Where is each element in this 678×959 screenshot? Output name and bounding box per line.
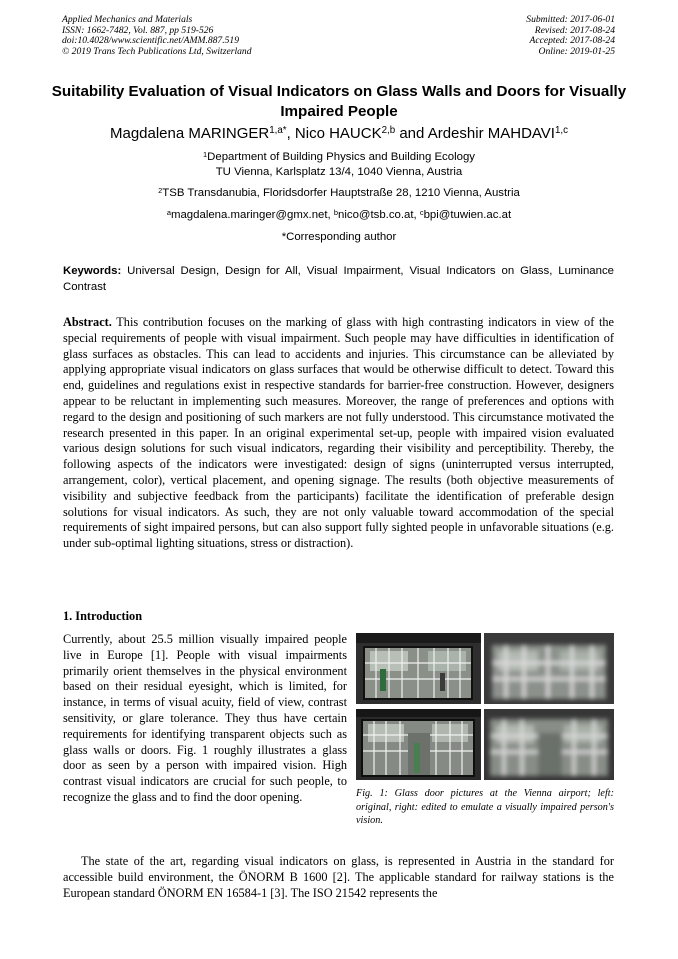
body-paragraph: The state of the art, regarding visual indicators on glass, is represented in Austria in the standard for accessible build environment, the ÖNORM B 1600 [2]. The applicable standard for railway stations is the European standard ÖNORM EN 16584-1 [3]. The ISO 21542 represents the bbox=[63, 854, 614, 900]
corresponding-author-note: *Corresponding author bbox=[281, 231, 397, 243]
blurred-glass-door-photo bbox=[484, 709, 614, 780]
author-emails bbox=[20, 208, 658, 223]
original-glass-door-photo-bottom bbox=[356, 709, 481, 780]
journal-info-line: doi:10.4028/www.scientific.net/AMM.887.519 bbox=[62, 35, 240, 47]
figure-1 bbox=[356, 633, 614, 780]
abstract-text: This contribution focuses on the marking of glass with high contrasting indicators in view of the special requirements of people with visual impairment. Such people may have difficulties in identification of glass surfaces as obstacles. This can lead to accidents and injuries. This circumstance can be alleviated by applying appropriate visual indicators on glass surfaces that would be otherwise difficult to detect. Toward this end, guidelines and regulations exist in respective standards for barrier-free construction. However, designers appear to be reluctant in implementing such measures. Moreover, the range of preferences and options with regard to the design and positioning of such markers are not fully understood. This circumstance motivated the research presented in this paper. In an original experimental set-up, people with impaired vision evaluated various design solutions for such visual indicators, regarding their visibility and perceptibility. Thereby, the following aspects of the indicators were investigated: design of signs (uninterrupted versus interrupted, arrangement, color), vertical placement, and opening signage. The results (both objective measurements of visibility and subjective feedback from the participants) facilitate the identification of preferable design solutions for visual indicators. As such, they are not only valuable toward accommodation of the special requirements of sight impaired persons, but can also support fully sighted people in unfavorable situations (e.g. under sub-optimal lighting situations, stress or distraction). bbox=[63, 315, 614, 551]
keywords-label: Keywords: bbox=[63, 265, 122, 277]
journal-info-line: ISSN: 1662-7482, Vol. 887, pp 519-526 bbox=[62, 24, 214, 36]
affiliation-address: TSB Transdanubia, Floridsdorfer Hauptstraße 28, 1210 Vienna, Austria bbox=[162, 187, 520, 199]
author-affiliation-mark: 2,b bbox=[381, 125, 396, 136]
glass-door-photo bbox=[356, 633, 481, 704]
keywords-text: Universal Design, Design for All, Visual Impairment, Visual Indicators on Glass, Luminance Contrast bbox=[63, 265, 614, 293]
email-mark: a bbox=[166, 208, 171, 217]
blurred-glass-door-photo-top bbox=[484, 633, 614, 704]
submission-date-line: Online: 2019-01-25 bbox=[538, 45, 615, 57]
author-separator: and bbox=[395, 125, 428, 142]
author-list bbox=[20, 124, 658, 144]
journal-info bbox=[62, 15, 252, 57]
abstract-label: Abstract. bbox=[63, 315, 112, 329]
submission-date-line: Submitted: 2017-06-01 bbox=[526, 14, 615, 25]
abstract bbox=[63, 315, 614, 552]
paper-title: Suitability Evaluation of Visual Indicators on Glass Walls and Doors for Visually Impaired People bbox=[51, 83, 627, 120]
email-mark: c bbox=[419, 208, 424, 217]
blurred-glass-door-photo-bottom bbox=[484, 709, 614, 780]
author-name: Nico HAUCK bbox=[294, 125, 382, 142]
author-name: Ardeshir MAHDAVI bbox=[427, 125, 555, 142]
journal-info-line: Applied Mechanics and Materials bbox=[62, 14, 193, 25]
author-affiliation-mark: 1,a* bbox=[269, 125, 287, 136]
affiliation-2 bbox=[20, 186, 658, 201]
blurred-glass-door-photo bbox=[484, 633, 614, 704]
glass-door-photo bbox=[356, 709, 481, 780]
affiliation-1 bbox=[20, 150, 658, 180]
section-heading: 1. Introduction bbox=[63, 609, 143, 623]
author-email-link[interactable]: nico@tsb.co.at bbox=[338, 209, 414, 221]
affiliation-mark: 1 bbox=[203, 150, 208, 159]
submission-dates bbox=[526, 15, 615, 57]
author-affiliation-mark: 1,c bbox=[554, 125, 568, 136]
submission-date-line: Accepted: 2017-08-24 bbox=[529, 35, 615, 47]
affiliation-address: TU Vienna, Karlsplatz 13/4, 1040 Vienna, Austria bbox=[215, 166, 463, 178]
affiliation-department: Department of Building Physics and Building Ecology bbox=[207, 151, 475, 163]
author-email-link[interactable]: magdalena.maringer@gmx.net bbox=[170, 209, 328, 221]
journal-info-line: © 2019 Trans Tech Publications Ltd, Switzerland bbox=[62, 45, 252, 57]
submission-date-line: Revised: 2017-08-24 bbox=[534, 24, 615, 36]
email-mark: b bbox=[333, 208, 339, 217]
author-name: Magdalena MARINGER bbox=[109, 125, 270, 142]
figure-caption: Fig. 1: Glass door pictures at the Vienna airport; left: original, right: edited to emulate a visually impaired person's vision. bbox=[356, 788, 614, 826]
email-separator: , bbox=[327, 209, 334, 221]
introduction-paragraph: Currently, about 25.5 million visually impaired people live in Europe [1]. People with visual impairments primarily orient themselves in the physical environment based on their residual eyesight, which is limited, for instance, in terms of visual acuity, field of view, contrast sensitivity, or glare tolerance. They thus have certain requirements for identifying transparent objects such as glass walls or doors. Fig. 1 roughly illustrates a glass door as seen by a person with impaired vision. High contrast visual indicators are crucial for such people, to recognize the glass and to find the door opening. bbox=[63, 632, 347, 804]
author-email-link[interactable]: bpi@tuwien.ac.at bbox=[423, 209, 512, 221]
affiliation-mark: 2 bbox=[158, 186, 163, 195]
email-separator: , bbox=[413, 209, 420, 221]
original-glass-door-photo-top bbox=[356, 633, 481, 704]
author-separator: , bbox=[286, 125, 295, 142]
keywords bbox=[63, 264, 614, 295]
